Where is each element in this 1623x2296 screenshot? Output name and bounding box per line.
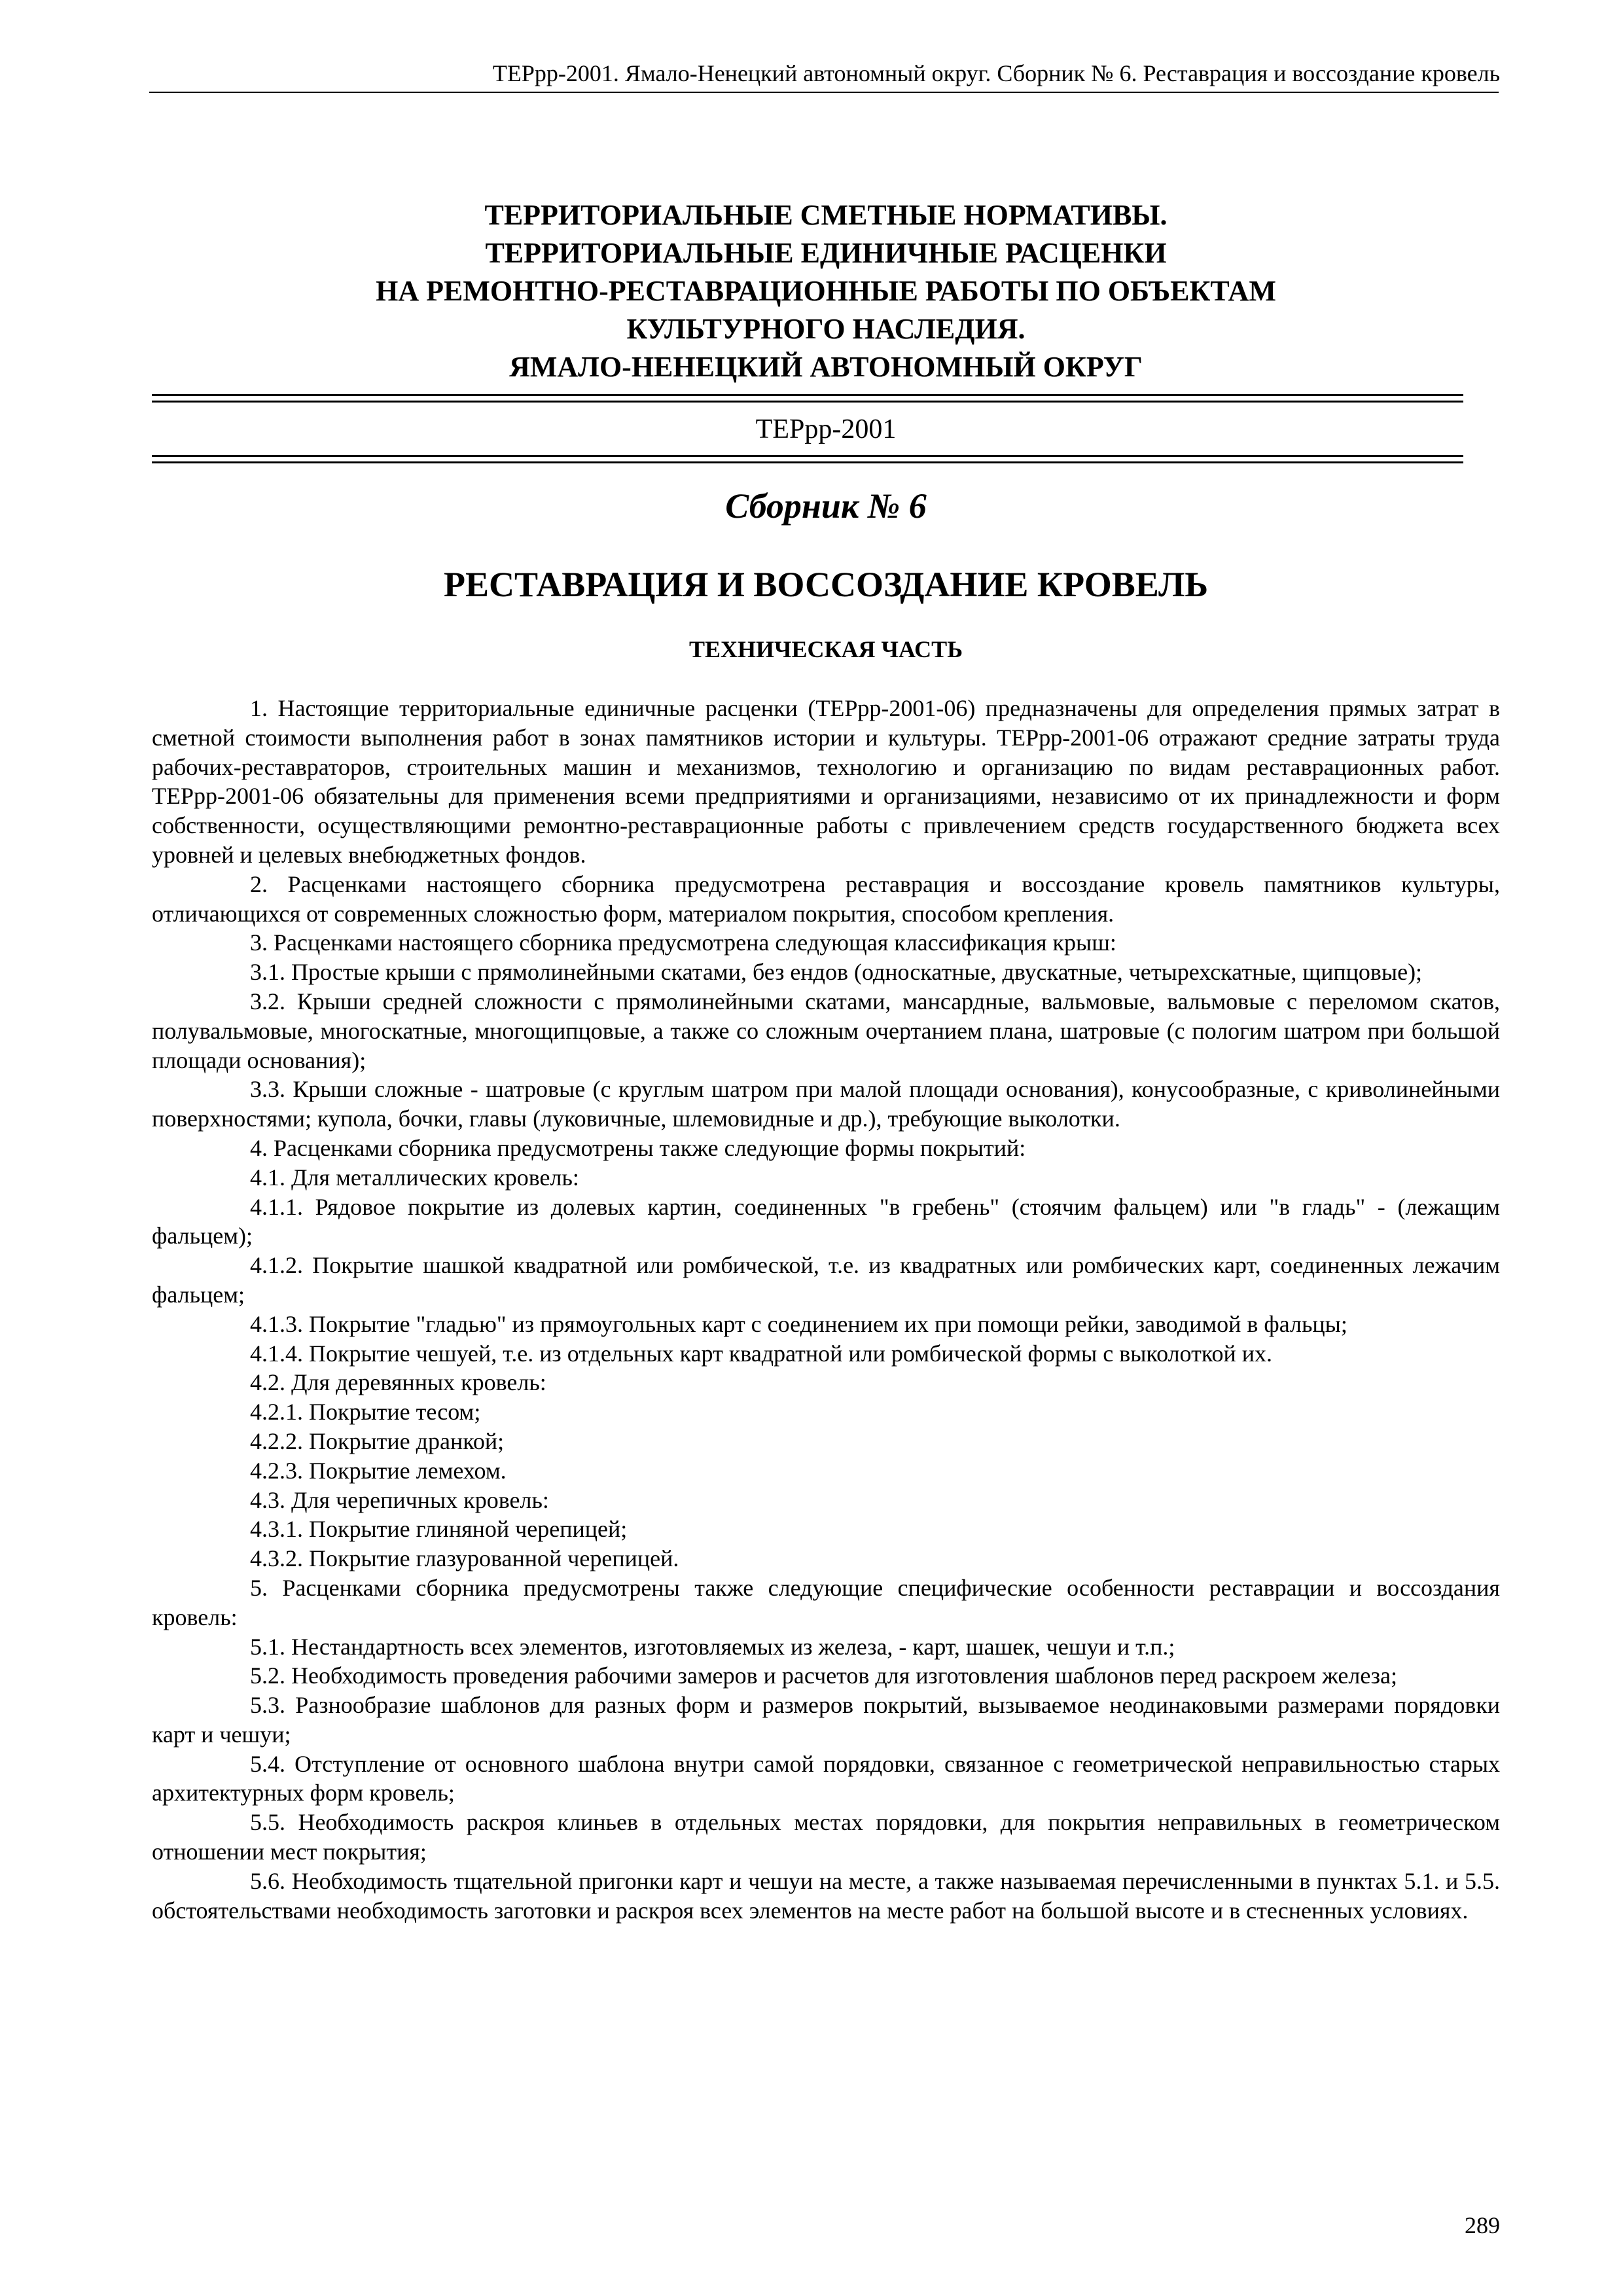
- paragraph-5-2: 5.2. Необходимость проведения рабочими замеров и расчетов для изготовления шаблонов перед раскроем железа;: [250, 1662, 1397, 1689]
- title-line: ТЕРРИТОРИАЛЬНЫЕ СМЕТНЫЕ НОРМАТИВЫ.: [484, 199, 1168, 231]
- paragraph-4-1-3: 4.1.3. Покрытие "гладью" из прямоугольных карт с соединением их при помощи рейки, заводимой в фальцы;: [250, 1310, 1347, 1337]
- paragraph-5-3: 5.3. Разнообразие шаблонов для разных форм и размеров покрытий, вызываемое неодинаковыми размерами порядовки карт и чешуи;: [152, 1692, 1500, 1748]
- paragraph-5-1: 5.1. Нестандартность всех элементов, изготовляемых из железа, - карт, шашек, чешуи и т.п.;: [250, 1633, 1175, 1660]
- running-header: ТЕРрр-2001. Ямало-Ненецкий автономный округ. Сборник № 6. Реставрация и воссоздание кровель: [492, 60, 1500, 86]
- title-line: НА РЕМОНТНО-РЕСТАВРАЦИОННЫЕ РАБОТЫ ПО ОБЪЕКТАМ: [376, 275, 1276, 307]
- section-title: РЕСТАВРАЦИЯ И ВОССОЗДАНИЕ КРОВЕЛЬ: [443, 565, 1209, 604]
- document-title: [152, 196, 1500, 386]
- document-code: ТЕРрр-2001: [755, 414, 897, 444]
- title-line: ТЕРРИТОРИАЛЬНЫЕ ЕДИНИЧНЫЕ РАСЦЕНКИ: [485, 237, 1167, 269]
- paragraph-5: 5. Расценками сборника предусмотрены также следующие специфические особенности реставрации и воссоздания кровель:: [152, 1574, 1500, 1630]
- paragraph-4-1-4: 4.1.4. Покрытие чешуей, т.е. из отдельных карт квадратной или ромбической формы с выколоткой их.: [250, 1340, 1273, 1367]
- paragraph-4-2-1: 4.2.1. Покрытие тесом;: [250, 1399, 481, 1426]
- paragraph-4-1-1: 4.1.1. Рядовое покрытие из долевых картин, соединенных "в гребень" (стоячим фальцем) или "в гладь" - (лежащим фальцем);: [152, 1193, 1500, 1249]
- paragraph-5-4: 5.4. Отступление от основного шаблона внутри самой порядовки, связанное с геометрической неправильностью старых архитектурных форм кровель;: [152, 1750, 1500, 1806]
- paragraph-5-5: 5.5. Необходимость раскроя клиньев в отдельных местах порядовки, для покрытия неправильных в геометрическом отношении мест покрытия;: [152, 1809, 1500, 1865]
- paragraph-3-2: 3.2. Крыши средней сложности с прямолинейными скатами, мансардные, вальмовые, вальмовые с переломом скатов, полувальмовые, многоскатные, многощипцовые, а также со сложным очертанием плана, шатровые (с пологим шатром при большой площади основания);: [152, 988, 1500, 1073]
- paragraph-2: 2. Расценками настоящего сборника предусмотрена реставрация и воссоздание кровель памятников культуры, отличающихся от современных сложностью форм, материалом покрытия, способом крепления.: [152, 870, 1500, 927]
- paragraph-1: 1. Настоящие территориальные единичные расценки (ТЕРрр-2001-06) предназначены для определения прямых затрат в сметной стоимости выполнения работ в зонах памятников истории и культуры. ТЕРрр-2001-06 отражают средние затраты труда рабочих-реставраторов, строительных машин и механизмов, технологию и организацию по видам реставрационных работ. ТЕРрр-2001-06 обязательны для применения всеми предприятиями и организациями, независимо от их принадлежности и форм собственности, осуществляющими ремонтно-реставрационные работы с привлечением средств государственного бюджета всех уровней и целевых внебюджетных фондов.: [152, 695, 1500, 868]
- title-line: КУЛЬТУРНОГО НАСЛЕДИЯ.: [626, 313, 1026, 345]
- paragraph-4-3: 4.3. Для черепичных кровель:: [250, 1486, 549, 1513]
- technical-part-heading: ТЕХНИЧЕСКАЯ ЧАСТЬ: [689, 636, 963, 662]
- technical-part-body: [152, 694, 1500, 1925]
- paragraph-5-6: 5.6. Необходимость тщательной пригонки карт и чешуи на месте, а также называемая перечисленными в пунктах 5.1. и 5.5. обстоятельствами необходимость заготовки и раскроя всех элементов на месте работ на большой высоте и в стесненных условиях.: [152, 1867, 1500, 1924]
- paragraph-3: 3. Расценками настоящего сборника предусмотрена следующая классификация крыш:: [250, 929, 1116, 956]
- paragraph-4-3-1: 4.3.1. Покрытие глиняной черепицей;: [250, 1516, 628, 1543]
- page-number: 289: [1465, 2212, 1500, 2238]
- title-line: ЯМАЛО-НЕНЕЦКИЙ АВТОНОМНЫЙ ОКРУГ: [509, 351, 1143, 383]
- paragraph-4-2-3: 4.2.3. Покрытие лемехом.: [250, 1457, 507, 1484]
- paragraph-4-1: 4.1. Для металлических кровель:: [250, 1164, 579, 1191]
- collection-heading: Сборник № 6: [725, 486, 927, 526]
- paragraph-3-1: 3.1. Простые крыши с прямолинейными скатами, без ендов (односкатные, двускатные, четырехскатные, щипцовые);: [250, 959, 1423, 986]
- paragraph-4-3-2: 4.3.2. Покрытие глазурованной черепицей.: [250, 1545, 679, 1572]
- paragraph-4: 4. Расценками сборника предусмотрены также следующие формы покрытий:: [250, 1134, 1026, 1161]
- double-rule-bottom: [152, 455, 1463, 463]
- paragraph-3-3: 3.3. Крыши сложные - шатровые (с круглым шатром при малой площади основания), конусообразные, с криволинейными поверхностями; купола, бочки, главы (луковичные, шлемовидные и др.), требующие выколотки.: [152, 1076, 1500, 1132]
- paragraph-4-1-2: 4.1.2. Покрытие шашкой квадратной или ромбической, т.е. из квадратных или ромбических карт, соединенных лежачим фальцем;: [152, 1252, 1500, 1308]
- paragraph-4-2: 4.2. Для деревянных кровель:: [250, 1369, 546, 1396]
- paragraph-4-2-2: 4.2.2. Покрытие дранкой;: [250, 1427, 505, 1454]
- double-rule-top: [152, 394, 1463, 403]
- header-rule: [149, 92, 1499, 93]
